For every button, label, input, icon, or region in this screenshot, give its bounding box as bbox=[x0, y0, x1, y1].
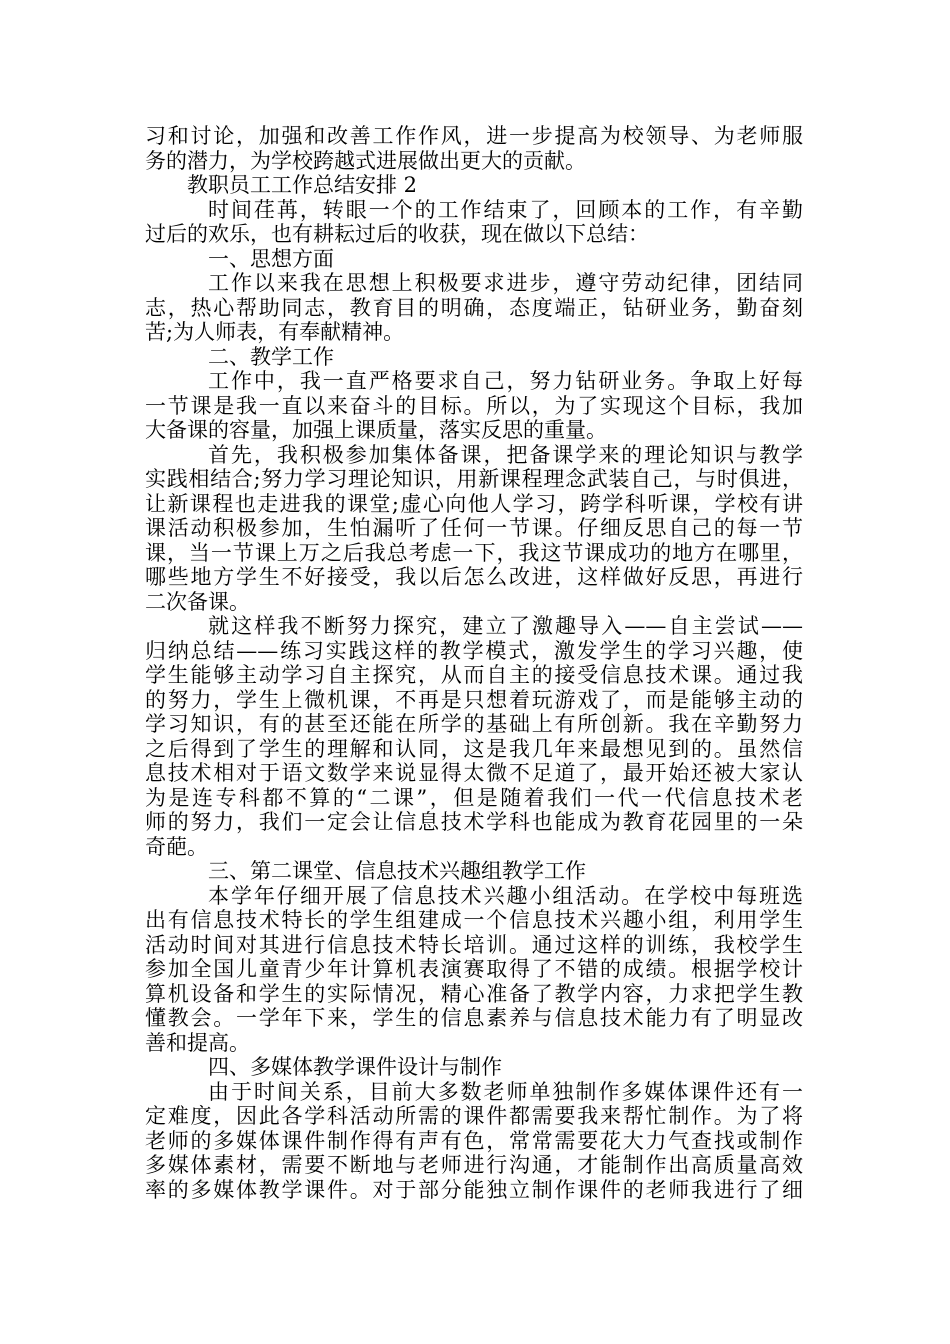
text-line: 工作以来我在思想上积极要求进步，遵守劳动纪律，团结同 bbox=[208, 271, 803, 295]
text-line: 活动时间对其进行信息技术特长培训。通过这样的训练，我校学生 bbox=[145, 932, 803, 957]
text-line: 由于时间关系，目前大多数老师单独制作多媒体课件还有一 bbox=[208, 1079, 803, 1104]
text-line: 就这样我不断努力探究，建立了激趣导入——自主尝试—— bbox=[208, 614, 803, 638]
text-line: 让新课程也走进我的课堂;虚心向他人学习，跨学科听课，学校有讲 bbox=[145, 491, 803, 516]
text-line: 实践相结合;努力学习理论知识，用新课程理念武装自己，与时俱进， bbox=[145, 467, 803, 491]
text-line: 出有信息技术特长的学生组建成一个信息技术兴趣小组，利用学生 bbox=[145, 908, 803, 932]
text-line: 定难度，因此各学科活动所需的课件都需要我来帮忙制作。为了将 bbox=[145, 1104, 803, 1128]
text-line: 一、思想方面 bbox=[208, 246, 334, 271]
text-line: 过后的欢乐，也有耕耘过后的收获，现在做以下总结： bbox=[145, 222, 649, 246]
text-line: 二、教学工作 bbox=[208, 344, 334, 369]
document-page bbox=[145, 124, 803, 1202]
text-line: 务的潜力，为学校跨越式进展做出更大的贡献。 bbox=[145, 148, 586, 173]
text-line: 学生能够主动学习自主探究，从而自主的接受信息技术课。通过我 bbox=[145, 663, 803, 687]
text-line: 时间荏苒，转眼一个的工作结束了，回顾本的工作，有辛勤 bbox=[208, 197, 803, 222]
text-line: 善和提高。 bbox=[145, 1030, 250, 1055]
text-line: 老师的多媒体课件制作得有声有色，常常需要花大力气查找或制作 bbox=[145, 1128, 803, 1153]
text-line: 教职员工工作总结安排 2 bbox=[187, 173, 418, 197]
text-line: 算机设备和学生的实际情况，精心准备了教学内容，力求把学生教 bbox=[145, 981, 803, 1006]
text-line: 率的多媒体教学课件。对于部分能独立制作课件的老师我进行了细 bbox=[145, 1177, 803, 1202]
text-line: 之后得到了学生的理解和认同，这是我几年来最想见到的。虽然信 bbox=[145, 736, 803, 761]
text-line: 奇葩。 bbox=[145, 834, 208, 859]
text-line: 志，热心帮助同志，教育目的明确，态度端正，钻研业务，勤奋刻 bbox=[145, 295, 803, 320]
text-line: 学习知识，有的甚至还能在所学的基础上有所创新。我在辛勤努力 bbox=[145, 712, 803, 736]
text-line: 为是连专科都不算的“二课”，但是随着我们一代一代信息技术老 bbox=[145, 785, 803, 810]
text-line: 多媒体素材，需要不断地与老师进行沟通，才能制作出高质量高效 bbox=[145, 1153, 803, 1177]
text-line: 哪些地方学生不好接受，我以后怎么改进，这样做好反思，再进行 bbox=[145, 565, 803, 589]
text-line: 课，当一节课上万之后我总考虑一下，我这节课成功的地方在哪里， bbox=[145, 540, 803, 565]
text-line: 三、第二课堂、信息技术兴趣组教学工作 bbox=[208, 859, 586, 883]
text-line: 一节课是我一直以来奋斗的目标。所以，为了实现这个目标，我加 bbox=[145, 393, 803, 418]
text-line: 参加全国儿童青少年计算机表演赛取得了不错的成绩。根据学校计 bbox=[145, 957, 803, 981]
text-line: 息技术相对于语文数学来说显得太微不足道了，最开始还被大家认 bbox=[145, 761, 803, 785]
text-line: 四、多媒体教学课件设计与制作 bbox=[208, 1055, 502, 1079]
text-line: 工作中，我一直严格要求自己，努力钻研业务。争取上好每 bbox=[208, 369, 803, 393]
text-line: 习和讨论，加强和改善工作作风，进一步提高为校领导、为老师服 bbox=[145, 124, 803, 148]
text-line: 懂教会。一学年下来，学生的信息素养与信息技术能力有了明显改 bbox=[145, 1006, 803, 1030]
text-line: 苦;为人师表，有奉献精神。 bbox=[145, 320, 405, 344]
text-line: 课活动积极参加，生怕漏听了任何一节课。仔细反思自己的每一节 bbox=[145, 516, 803, 540]
text-line: 本学年仔细开展了信息技术兴趣小组活动。在学校中每班选 bbox=[208, 883, 803, 908]
text-line: 师的努力，我们一定会让信息技术学科也能成为教育花园里的一朵 bbox=[145, 810, 803, 834]
text-line: 首先，我积极参加集体备课，把备课学来的理论知识与教学 bbox=[208, 442, 803, 467]
text-line: 大备课的容量，加强上课质量，落实反思的重量。 bbox=[145, 418, 607, 442]
text-line: 的努力，学生上微机课，不再是只想着玩游戏了，而是能够主动的 bbox=[145, 687, 803, 712]
text-line: 二次备课。 bbox=[145, 589, 250, 614]
text-line: 归纳总结——练习实践这样的教学模式，激发学生的学习兴趣，使 bbox=[145, 638, 803, 663]
